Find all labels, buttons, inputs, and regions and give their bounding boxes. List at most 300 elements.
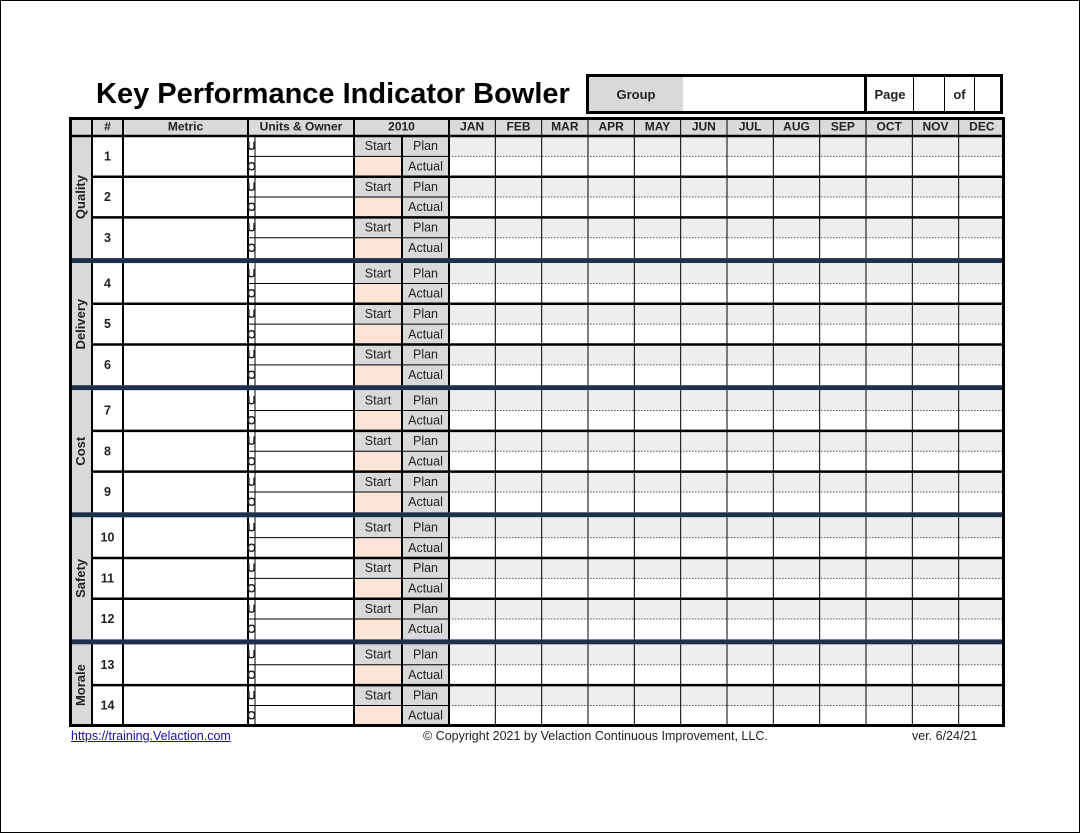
plan-cell-fill bbox=[542, 431, 588, 451]
plan-cell-fill bbox=[495, 177, 541, 197]
plan-cell-fill bbox=[959, 217, 1005, 237]
plan-cell-fill bbox=[866, 304, 912, 324]
plan-cell-fill bbox=[634, 517, 680, 537]
actual-label: Actual bbox=[408, 454, 443, 469]
plan-cell-fill bbox=[866, 177, 912, 197]
start-value-fill bbox=[354, 324, 402, 344]
actual-label: Actual bbox=[408, 240, 443, 255]
plan-cell-fill bbox=[866, 390, 912, 410]
plan-cell-fill bbox=[634, 644, 680, 664]
start-label: Start bbox=[364, 179, 392, 194]
plan-cell-fill bbox=[449, 599, 495, 619]
plan-cell-fill bbox=[773, 558, 819, 578]
of-label: of bbox=[945, 77, 975, 111]
actual-label: Actual bbox=[408, 286, 443, 301]
start-value-fill bbox=[354, 197, 402, 217]
start-label: Start bbox=[364, 688, 392, 703]
plan-cell-fill bbox=[681, 685, 727, 705]
plan-cell-fill bbox=[681, 558, 727, 578]
units-label: U bbox=[247, 561, 256, 576]
plan-label: Plan bbox=[412, 347, 439, 362]
page-label: Page bbox=[867, 77, 914, 111]
units-label: U bbox=[247, 520, 256, 535]
plan-cell-fill bbox=[727, 390, 773, 410]
plan-cell-fill bbox=[820, 217, 866, 237]
units-label: U bbox=[247, 266, 256, 281]
plan-cell-fill bbox=[542, 644, 588, 664]
plan-cell-fill bbox=[727, 136, 773, 156]
plan-cell-fill bbox=[820, 685, 866, 705]
plan-cell-fill bbox=[866, 685, 912, 705]
grid-background bbox=[69, 117, 1005, 727]
plan-cell-fill bbox=[588, 472, 634, 492]
plan-cell-fill bbox=[495, 685, 541, 705]
plan-cell-fill bbox=[959, 390, 1005, 410]
plan-cell-fill bbox=[773, 217, 819, 237]
plan-label: Plan bbox=[412, 139, 439, 154]
plan-cell-fill bbox=[681, 304, 727, 324]
owner-label: O bbox=[246, 540, 257, 555]
plan-cell-fill bbox=[912, 304, 958, 324]
plan-cell-fill bbox=[773, 345, 819, 365]
header-month-feb: FEB bbox=[506, 119, 531, 134]
plan-cell-fill bbox=[681, 345, 727, 365]
metric-number: 9 bbox=[104, 484, 111, 499]
units-label: U bbox=[247, 601, 256, 616]
plan-cell-fill bbox=[542, 136, 588, 156]
plan-cell-fill bbox=[773, 390, 819, 410]
start-value-fill bbox=[354, 238, 402, 258]
units-label: U bbox=[247, 688, 256, 703]
start-label: Start bbox=[364, 647, 392, 662]
units-label: U bbox=[247, 347, 256, 362]
header-month-jan: JAN bbox=[460, 119, 485, 134]
plan-cell-fill bbox=[495, 599, 541, 619]
plan-cell-fill bbox=[820, 177, 866, 197]
plan-cell-fill bbox=[773, 644, 819, 664]
metric-number: 2 bbox=[104, 190, 111, 205]
plan-cell-fill bbox=[588, 517, 634, 537]
header-month-apr: APR bbox=[598, 119, 624, 134]
plan-cell-fill bbox=[495, 263, 541, 283]
plan-cell-fill bbox=[634, 263, 680, 283]
plan-cell-fill bbox=[912, 431, 958, 451]
start-label: Start bbox=[364, 601, 392, 616]
plan-cell-fill bbox=[773, 177, 819, 197]
start-label: Start bbox=[364, 434, 392, 449]
category-separator bbox=[69, 258, 1005, 263]
metric-number: 5 bbox=[104, 317, 111, 332]
plan-cell-fill bbox=[820, 431, 866, 451]
plan-label: Plan bbox=[412, 601, 439, 616]
plan-cell-fill bbox=[773, 685, 819, 705]
plan-label: Plan bbox=[412, 647, 439, 662]
plan-cell-fill bbox=[912, 472, 958, 492]
start-label: Start bbox=[364, 306, 392, 321]
plan-cell-fill bbox=[820, 136, 866, 156]
owner-label: O bbox=[246, 667, 257, 682]
plan-label: Plan bbox=[412, 393, 439, 408]
start-label: Start bbox=[364, 139, 392, 154]
actual-label: Actual bbox=[408, 159, 443, 174]
plan-cell-fill bbox=[727, 217, 773, 237]
page-number-input[interactable] bbox=[914, 77, 945, 111]
actual-label: Actual bbox=[408, 413, 443, 428]
plan-cell-fill bbox=[820, 390, 866, 410]
plan-cell-fill bbox=[773, 599, 819, 619]
plan-cell-fill bbox=[912, 685, 958, 705]
plan-cell-fill bbox=[588, 304, 634, 324]
plan-label: Plan bbox=[412, 434, 439, 449]
actual-label: Actual bbox=[408, 708, 443, 723]
plan-label: Plan bbox=[412, 179, 439, 194]
header-month-oct: OCT bbox=[876, 119, 902, 134]
metric-number: 1 bbox=[104, 149, 111, 164]
header-number: # bbox=[104, 119, 111, 134]
plan-cell-fill bbox=[542, 599, 588, 619]
plan-cell-fill bbox=[495, 517, 541, 537]
plan-cell-fill bbox=[634, 390, 680, 410]
units-label: U bbox=[247, 434, 256, 449]
kpi-bowler-grid bbox=[69, 117, 1005, 727]
plan-cell-fill bbox=[449, 472, 495, 492]
plan-cell-fill bbox=[542, 390, 588, 410]
start-value-fill bbox=[354, 619, 402, 639]
plan-cell-fill bbox=[681, 517, 727, 537]
plan-cell-fill bbox=[542, 472, 588, 492]
category-label-cost: Cost bbox=[73, 436, 88, 466]
footer-copyright: © Copyright 2021 by Velaction Continuous Improvement, LLC. bbox=[423, 729, 768, 743]
metric-number: 13 bbox=[100, 657, 115, 672]
start-label: Start bbox=[364, 266, 392, 281]
plan-cell-fill bbox=[820, 345, 866, 365]
plan-cell-fill bbox=[866, 136, 912, 156]
plan-cell-fill bbox=[588, 558, 634, 578]
actual-label: Actual bbox=[408, 667, 443, 682]
units-label: U bbox=[247, 647, 256, 662]
plan-cell-fill bbox=[727, 517, 773, 537]
category-label-morale: Morale bbox=[73, 664, 88, 707]
start-label: Start bbox=[364, 520, 392, 535]
start-value-fill bbox=[354, 365, 402, 385]
plan-cell-fill bbox=[959, 517, 1005, 537]
owner-label: O bbox=[246, 413, 257, 428]
start-label: Start bbox=[364, 393, 392, 408]
plan-cell-fill bbox=[959, 263, 1005, 283]
category-label-safety: Safety bbox=[73, 558, 88, 598]
plan-cell-fill bbox=[495, 217, 541, 237]
plan-cell-fill bbox=[449, 390, 495, 410]
plan-cell-fill bbox=[634, 599, 680, 619]
owner-label: O bbox=[246, 708, 257, 723]
plan-cell-fill bbox=[542, 177, 588, 197]
owner-label: O bbox=[246, 495, 257, 510]
plan-cell-fill bbox=[449, 177, 495, 197]
plan-cell-fill bbox=[866, 644, 912, 664]
plan-cell-fill bbox=[773, 304, 819, 324]
metric-number: 3 bbox=[104, 230, 111, 245]
plan-cell-fill bbox=[912, 558, 958, 578]
actual-label: Actual bbox=[408, 200, 443, 215]
plan-cell-fill bbox=[449, 558, 495, 578]
plan-cell-fill bbox=[542, 217, 588, 237]
plan-cell-fill bbox=[449, 517, 495, 537]
start-value-fill bbox=[354, 156, 402, 176]
plan-cell-fill bbox=[495, 345, 541, 365]
plan-cell-fill bbox=[773, 263, 819, 283]
start-value-fill bbox=[354, 492, 402, 512]
plan-cell-fill bbox=[449, 431, 495, 451]
metric-number: 10 bbox=[100, 530, 115, 545]
plan-cell-fill bbox=[634, 217, 680, 237]
units-label: U bbox=[247, 474, 256, 489]
plan-cell-fill bbox=[866, 599, 912, 619]
plan-cell-fill bbox=[449, 644, 495, 664]
plan-cell-fill bbox=[588, 345, 634, 365]
units-label: U bbox=[247, 179, 256, 194]
owner-label: O bbox=[246, 286, 257, 301]
plan-cell-fill bbox=[820, 472, 866, 492]
header-month-jul: JUL bbox=[738, 119, 762, 134]
plan-cell-fill bbox=[866, 431, 912, 451]
plan-cell-fill bbox=[588, 599, 634, 619]
group-label: Group bbox=[589, 77, 683, 111]
plan-cell-fill bbox=[449, 136, 495, 156]
plan-cell-fill bbox=[495, 558, 541, 578]
plan-cell-fill bbox=[866, 517, 912, 537]
plan-cell-fill bbox=[912, 136, 958, 156]
start-label: Start bbox=[364, 347, 392, 362]
plan-cell-fill bbox=[866, 263, 912, 283]
owner-label: O bbox=[246, 622, 257, 637]
metric-number: 8 bbox=[104, 444, 111, 459]
plan-cell-fill bbox=[588, 390, 634, 410]
plan-cell-fill bbox=[820, 644, 866, 664]
plan-cell-fill bbox=[912, 217, 958, 237]
plan-cell-fill bbox=[912, 177, 958, 197]
metric-number: 11 bbox=[100, 571, 115, 586]
plan-cell-fill bbox=[588, 136, 634, 156]
plan-cell-fill bbox=[959, 345, 1005, 365]
plan-cell-fill bbox=[866, 472, 912, 492]
plan-cell-fill bbox=[912, 263, 958, 283]
plan-cell-fill bbox=[959, 136, 1005, 156]
metric-number: 12 bbox=[100, 612, 115, 627]
plan-cell-fill bbox=[727, 304, 773, 324]
plan-cell-fill bbox=[866, 345, 912, 365]
owner-label: O bbox=[246, 327, 257, 342]
plan-cell-fill bbox=[588, 644, 634, 664]
plan-cell-fill bbox=[681, 431, 727, 451]
plan-cell-fill bbox=[542, 304, 588, 324]
plan-cell-fill bbox=[773, 431, 819, 451]
actual-label: Actual bbox=[408, 581, 443, 596]
metric-number: 6 bbox=[104, 357, 111, 372]
plan-cell-fill bbox=[820, 558, 866, 578]
plan-cell-fill bbox=[727, 472, 773, 492]
plan-cell-fill bbox=[634, 177, 680, 197]
start-label: Start bbox=[364, 561, 392, 576]
plan-label: Plan bbox=[412, 306, 439, 321]
header-month-jun: JUN bbox=[691, 119, 716, 134]
start-label: Start bbox=[364, 220, 392, 235]
plan-cell-fill bbox=[912, 390, 958, 410]
plan-cell-fill bbox=[912, 599, 958, 619]
actual-label: Actual bbox=[408, 327, 443, 342]
plan-cell-fill bbox=[959, 431, 1005, 451]
plan-cell-fill bbox=[681, 217, 727, 237]
plan-cell-fill bbox=[495, 136, 541, 156]
actual-label: Actual bbox=[408, 622, 443, 637]
plan-cell-fill bbox=[634, 558, 680, 578]
plan-cell-fill bbox=[681, 472, 727, 492]
plan-cell-fill bbox=[727, 345, 773, 365]
plan-cell-fill bbox=[681, 599, 727, 619]
header-month-dec: DEC bbox=[969, 119, 995, 134]
plan-cell-fill bbox=[820, 599, 866, 619]
plan-cell-fill bbox=[959, 472, 1005, 492]
units-label: U bbox=[247, 220, 256, 235]
category-separator bbox=[69, 639, 1005, 644]
header-metric: Metric bbox=[167, 119, 204, 134]
plan-cell-fill bbox=[727, 177, 773, 197]
plan-cell-fill bbox=[449, 345, 495, 365]
footer-link[interactable]: https://training.Velaction.com bbox=[71, 729, 231, 743]
plan-cell-fill bbox=[912, 345, 958, 365]
plan-cell-fill bbox=[634, 345, 680, 365]
plan-label: Plan bbox=[412, 561, 439, 576]
plan-cell-fill bbox=[727, 263, 773, 283]
start-value-fill bbox=[354, 283, 402, 303]
metric-number: 4 bbox=[104, 276, 111, 291]
plan-cell-fill bbox=[727, 431, 773, 451]
footer-version: ver. 6/24/21 bbox=[912, 729, 978, 743]
plan-cell-fill bbox=[588, 431, 634, 451]
plan-cell-fill bbox=[959, 558, 1005, 578]
plan-cell-fill bbox=[681, 177, 727, 197]
metric-number: 7 bbox=[104, 403, 111, 418]
metric-number: 14 bbox=[100, 698, 115, 713]
start-label: Start bbox=[364, 474, 392, 489]
actual-label: Actual bbox=[408, 495, 443, 510]
plan-cell-fill bbox=[959, 304, 1005, 324]
page-title: Key Performance Indicator Bowler bbox=[96, 78, 570, 110]
header-month-nov: NOV bbox=[922, 119, 949, 134]
plan-cell-fill bbox=[912, 644, 958, 664]
owner-label: O bbox=[246, 159, 257, 174]
group-input[interactable] bbox=[683, 77, 867, 111]
plan-label: Plan bbox=[412, 520, 439, 535]
header-month-mar: MAR bbox=[551, 119, 579, 134]
plan-cell-fill bbox=[681, 136, 727, 156]
plan-cell-fill bbox=[588, 217, 634, 237]
plan-cell-fill bbox=[866, 558, 912, 578]
start-value-fill bbox=[354, 578, 402, 598]
category-separator bbox=[69, 385, 1005, 390]
category-label-delivery: Delivery bbox=[73, 298, 88, 350]
plan-cell-fill bbox=[727, 644, 773, 664]
plan-cell-fill bbox=[634, 685, 680, 705]
plan-cell-fill bbox=[912, 517, 958, 537]
owner-label: O bbox=[246, 368, 257, 383]
plan-cell-fill bbox=[634, 304, 680, 324]
plan-label: Plan bbox=[412, 266, 439, 281]
plan-cell-fill bbox=[727, 558, 773, 578]
page-total-input[interactable] bbox=[975, 77, 1000, 111]
plan-cell-fill bbox=[634, 136, 680, 156]
plan-cell-fill bbox=[727, 685, 773, 705]
plan-cell-fill bbox=[681, 263, 727, 283]
plan-label: Plan bbox=[412, 220, 439, 235]
category-separator bbox=[69, 512, 1005, 517]
plan-cell-fill bbox=[542, 517, 588, 537]
units-label: U bbox=[247, 306, 256, 321]
plan-cell-fill bbox=[449, 685, 495, 705]
plan-cell-fill bbox=[542, 685, 588, 705]
plan-cell-fill bbox=[495, 472, 541, 492]
plan-cell-fill bbox=[959, 685, 1005, 705]
start-value-fill bbox=[354, 451, 402, 471]
plan-cell-fill bbox=[495, 304, 541, 324]
plan-cell-fill bbox=[866, 217, 912, 237]
header-month-sep: SEP bbox=[830, 119, 855, 134]
plan-cell-fill bbox=[449, 263, 495, 283]
plan-cell-fill bbox=[495, 390, 541, 410]
plan-cell-fill bbox=[542, 558, 588, 578]
owner-label: O bbox=[246, 200, 257, 215]
plan-cell-fill bbox=[959, 599, 1005, 619]
header-info-box bbox=[586, 74, 1003, 114]
plan-cell-fill bbox=[449, 217, 495, 237]
plan-cell-fill bbox=[773, 136, 819, 156]
actual-label: Actual bbox=[408, 540, 443, 555]
plan-cell-fill bbox=[959, 644, 1005, 664]
units-label: U bbox=[247, 393, 256, 408]
units-label: U bbox=[247, 139, 256, 154]
plan-cell-fill bbox=[495, 644, 541, 664]
start-value-fill bbox=[354, 538, 402, 558]
plan-cell-fill bbox=[773, 517, 819, 537]
header-year: 2010 bbox=[388, 119, 415, 134]
owner-label: O bbox=[246, 240, 257, 255]
start-value-fill bbox=[354, 411, 402, 431]
plan-label: Plan bbox=[412, 474, 439, 489]
plan-cell-fill bbox=[820, 304, 866, 324]
plan-cell-fill bbox=[542, 345, 588, 365]
plan-cell-fill bbox=[634, 431, 680, 451]
plan-cell-fill bbox=[588, 685, 634, 705]
header-month-may: MAY bbox=[644, 119, 671, 134]
plan-cell-fill bbox=[634, 472, 680, 492]
plan-cell-fill bbox=[588, 177, 634, 197]
plan-cell-fill bbox=[959, 177, 1005, 197]
plan-label: Plan bbox=[412, 688, 439, 703]
owner-label: O bbox=[246, 454, 257, 469]
plan-cell-fill bbox=[820, 263, 866, 283]
header-month-aug: AUG bbox=[783, 119, 810, 134]
plan-cell-fill bbox=[495, 431, 541, 451]
plan-cell-fill bbox=[542, 263, 588, 283]
plan-cell-fill bbox=[820, 517, 866, 537]
header-units-owner: Units & Owner bbox=[259, 119, 343, 134]
owner-label: O bbox=[246, 581, 257, 596]
plan-cell-fill bbox=[727, 599, 773, 619]
category-label-quality: Quality bbox=[73, 175, 88, 220]
start-value-fill bbox=[354, 705, 402, 725]
plan-cell-fill bbox=[773, 472, 819, 492]
start-value-fill bbox=[354, 665, 402, 685]
plan-cell-fill bbox=[681, 390, 727, 410]
